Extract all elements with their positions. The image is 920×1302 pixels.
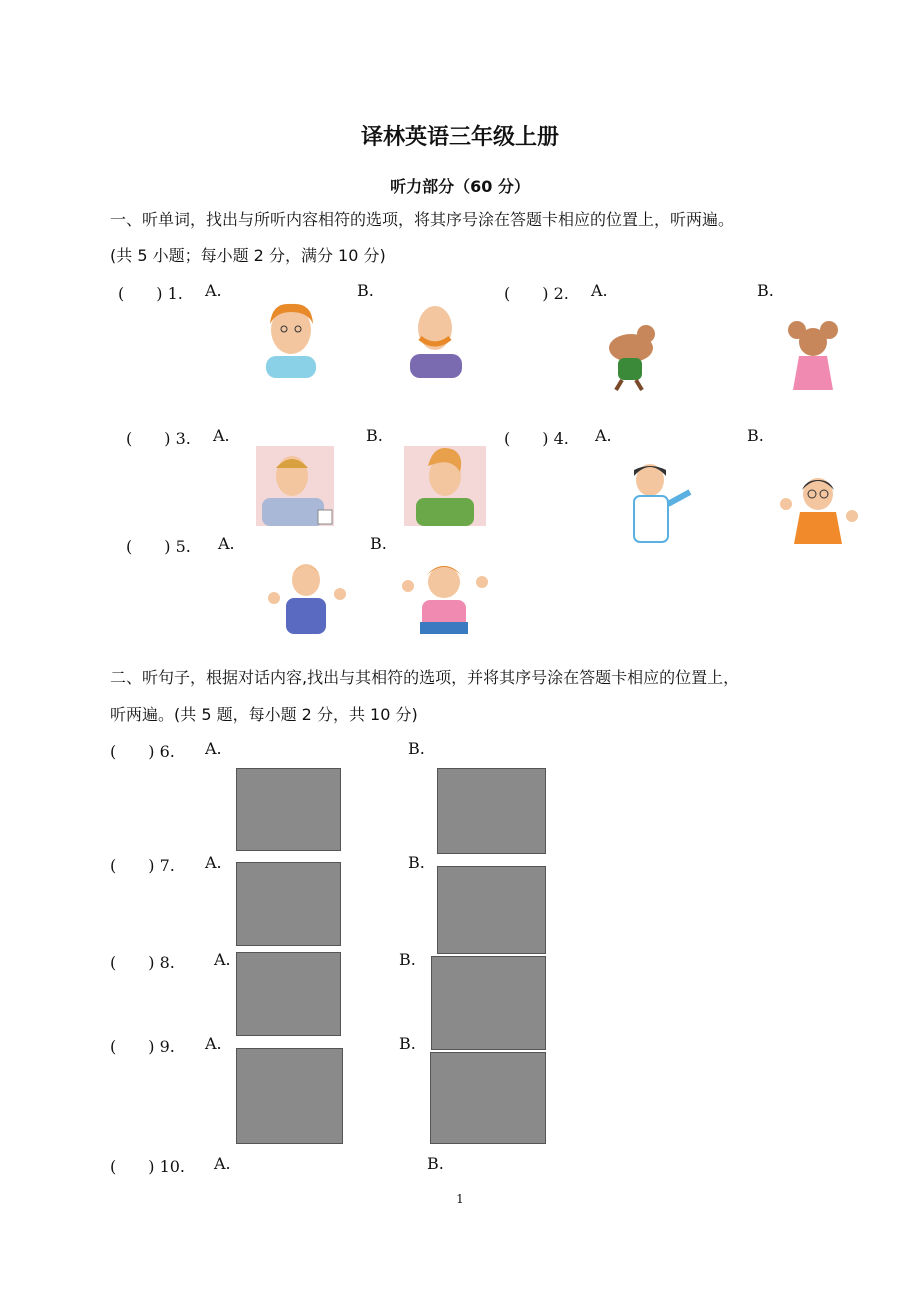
question-5-option-a: A. <box>218 534 235 553</box>
question-8-option-a: A. <box>214 950 231 969</box>
section1-instruction: 一、听单词，找出与所听内容相符的选项，将其序号涂在答题卡相应的位置上，听两遍。 <box>110 210 735 229</box>
girl-waving-image <box>620 458 704 544</box>
question-4-option-a: A. <box>595 426 612 445</box>
question-1-option-a: A. <box>205 281 222 300</box>
section2-scoring: 听两遍。(共 5 题，每小题 2 分，共 10 分) <box>110 705 418 724</box>
question-7-option-b: B. <box>408 853 425 872</box>
question-2-option-b: B. <box>757 281 774 300</box>
question-5-option-b: B. <box>370 534 387 553</box>
scene-classroom-greeting-image <box>437 768 546 854</box>
question-10-option-b: B. <box>427 1154 444 1173</box>
question-2-label: ( ) 2. <box>504 284 569 303</box>
scene-children-playing-image <box>430 1052 546 1144</box>
man-waving-image <box>256 446 334 526</box>
question-1-label: ( ) 1. <box>118 284 183 303</box>
question-6-option-b: B. <box>408 739 425 758</box>
question-9-label: ( ) 9. <box>110 1037 175 1056</box>
question-3-label: ( ) 3. <box>126 429 191 448</box>
question-3-option-a: A. <box>213 426 230 445</box>
question-8-option-b: B. <box>399 950 416 969</box>
scene-cinema-entrance-image <box>236 1048 343 1144</box>
question-7-label: ( ) 7. <box>110 856 175 875</box>
man-smiling-image <box>258 296 324 378</box>
question-10-option-a: A. <box>214 1154 231 1173</box>
scene-two-people-talking-image <box>236 768 341 851</box>
scene-woman-portrait-image <box>236 952 341 1036</box>
question-7-option-a: A. <box>205 853 222 872</box>
question-6-option-a: A. <box>205 739 222 758</box>
old-man-image <box>402 298 468 378</box>
question-9-option-b: B. <box>399 1034 416 1053</box>
question-2-option-a: A. <box>591 281 608 300</box>
question-9-option-a: A. <box>205 1034 222 1053</box>
boy-messy-image <box>396 556 494 634</box>
scene-family-photo-image <box>431 956 546 1050</box>
scene-outdoor-children-image <box>437 866 546 954</box>
question-10-label: ( ) 10. <box>110 1157 186 1176</box>
question-6-label: ( ) 6. <box>110 742 175 761</box>
question-5-label: ( ) 5. <box>126 537 191 556</box>
girl-glasses-image <box>776 470 860 544</box>
mouse-girl-image <box>785 318 841 396</box>
question-1-option-b: B. <box>357 281 374 300</box>
section2-instruction: 二、听句子，根据对话内容,找出与其相符的选项，并将其序号涂在答题卡相应的位置上， <box>110 668 740 687</box>
page-title: 译林英语三年级上册 <box>360 125 559 150</box>
question-4-label: ( ) 4. <box>504 429 569 448</box>
section-heading: 听力部分（60 分） <box>390 177 530 196</box>
scene-desks-image <box>236 862 341 946</box>
section1-scoring: (共 5 小题；每小题 2 分，满分 10 分) <box>110 246 386 265</box>
boy-pointing-image <box>266 558 348 634</box>
woman-image <box>404 436 486 526</box>
question-3-option-b: B. <box>366 426 383 445</box>
page-number: 1 <box>456 1192 464 1206</box>
question-8-label: ( ) 8. <box>110 953 175 972</box>
question-4-option-b: B. <box>747 426 764 445</box>
mouse-boy-image <box>596 322 666 392</box>
